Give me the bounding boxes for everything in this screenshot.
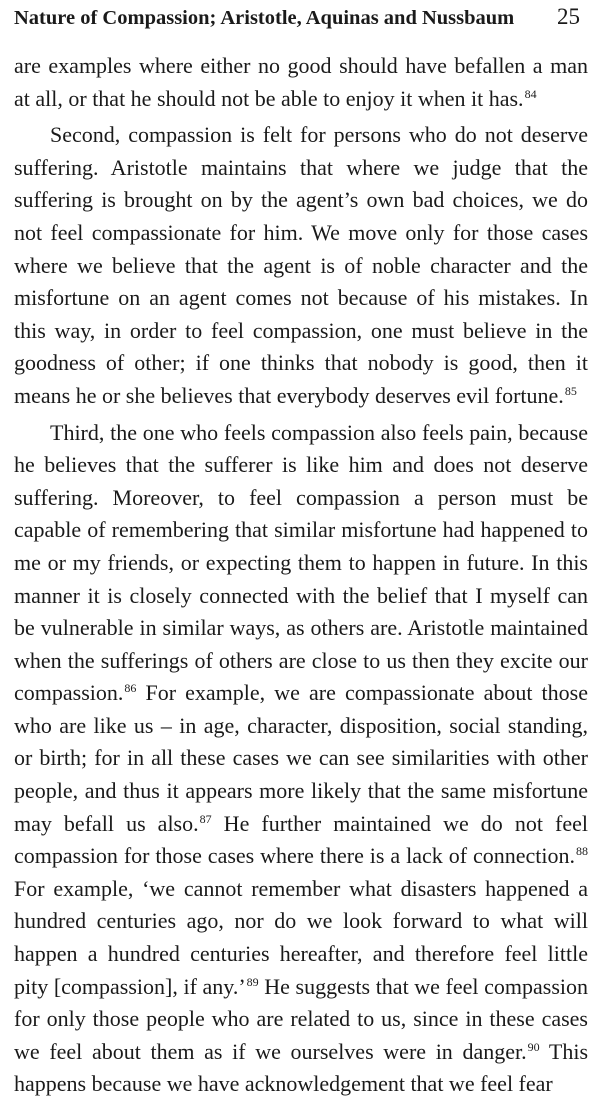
paragraph-3: [14, 417, 588, 1101]
footnote-marker: 86: [124, 681, 137, 696]
text-run: For example, ‘we cannot remember what disasters happened a hundred centuries ago, nor do we look forward to what will happen a hundred centuries hereafter, and therefore feel little pity [compassion], if any.’: [14, 875, 588, 999]
text-run: He further maintained we do not feel compassion for those cases where there is a lack of connection.: [14, 810, 588, 869]
page-number: 25: [557, 4, 580, 29]
footnote-marker: 87: [199, 811, 212, 826]
text-run: are examples where either no good should have befallen a man at all, or that he should not be able to enjoy it when it has.: [14, 53, 588, 111]
body-text: [14, 50, 588, 1105]
page-header: [14, 4, 586, 38]
paragraph-2: [14, 119, 588, 412]
running-title: Nature of Compassion; Aristotle, Aquinas and Nussbaum: [14, 7, 515, 29]
text-run: Third, the one who feels compassion also feels pain, because he believes that the sufferer is like him and does not deserve suffering. Moreover, to feel compassion a person must be capable of remembering that similar misfortune had happened to me or my friends, or expecting them to happen in future. In this manner it is closely connected with the belief that I myself can be vulnerable in similar ways, as others are. Aristotle maintained when the sufferings of others are close to us then they excite our compassion.: [14, 419, 588, 706]
footnote-marker: 88: [576, 844, 588, 859]
text-run: Second, compassion is felt for persons who do not deserve suffering. Aristotle maintains that where we judge that the suffering is brought on by the agent’s own bad choices, we do not feel compassionate for him. We move only for those cases where we believe that the agent is of noble character and the misfortune on an agent comes not because of his mistakes. In this way, in order to feel compassion, one must believe in the goodness of other; if one thinks that nobody is good, then it means he or she believes that everybody deserves evil fortune.: [14, 122, 588, 408]
text-run: This happens because we have acknowledgement that we feel fear: [14, 1038, 589, 1097]
paragraph-1: [14, 50, 588, 115]
footnote-marker: 90: [527, 1039, 540, 1054]
footnote-marker: 84: [524, 86, 537, 101]
text-run: He suggests that we feel compassion for only those people who are related to us, since in these cases we feel about them as if we ourselves were in danger.: [14, 973, 588, 1064]
footnote-marker: 85: [564, 383, 577, 398]
text-run: For example, we are compassionate about those who are like us – in age, character, disposition, social standing, or birth; for in all these cases we can see similarities with other people, and thus it appears more likely that the same misfortune may befall us also.: [14, 680, 588, 836]
footnote-marker: 89: [246, 974, 259, 989]
